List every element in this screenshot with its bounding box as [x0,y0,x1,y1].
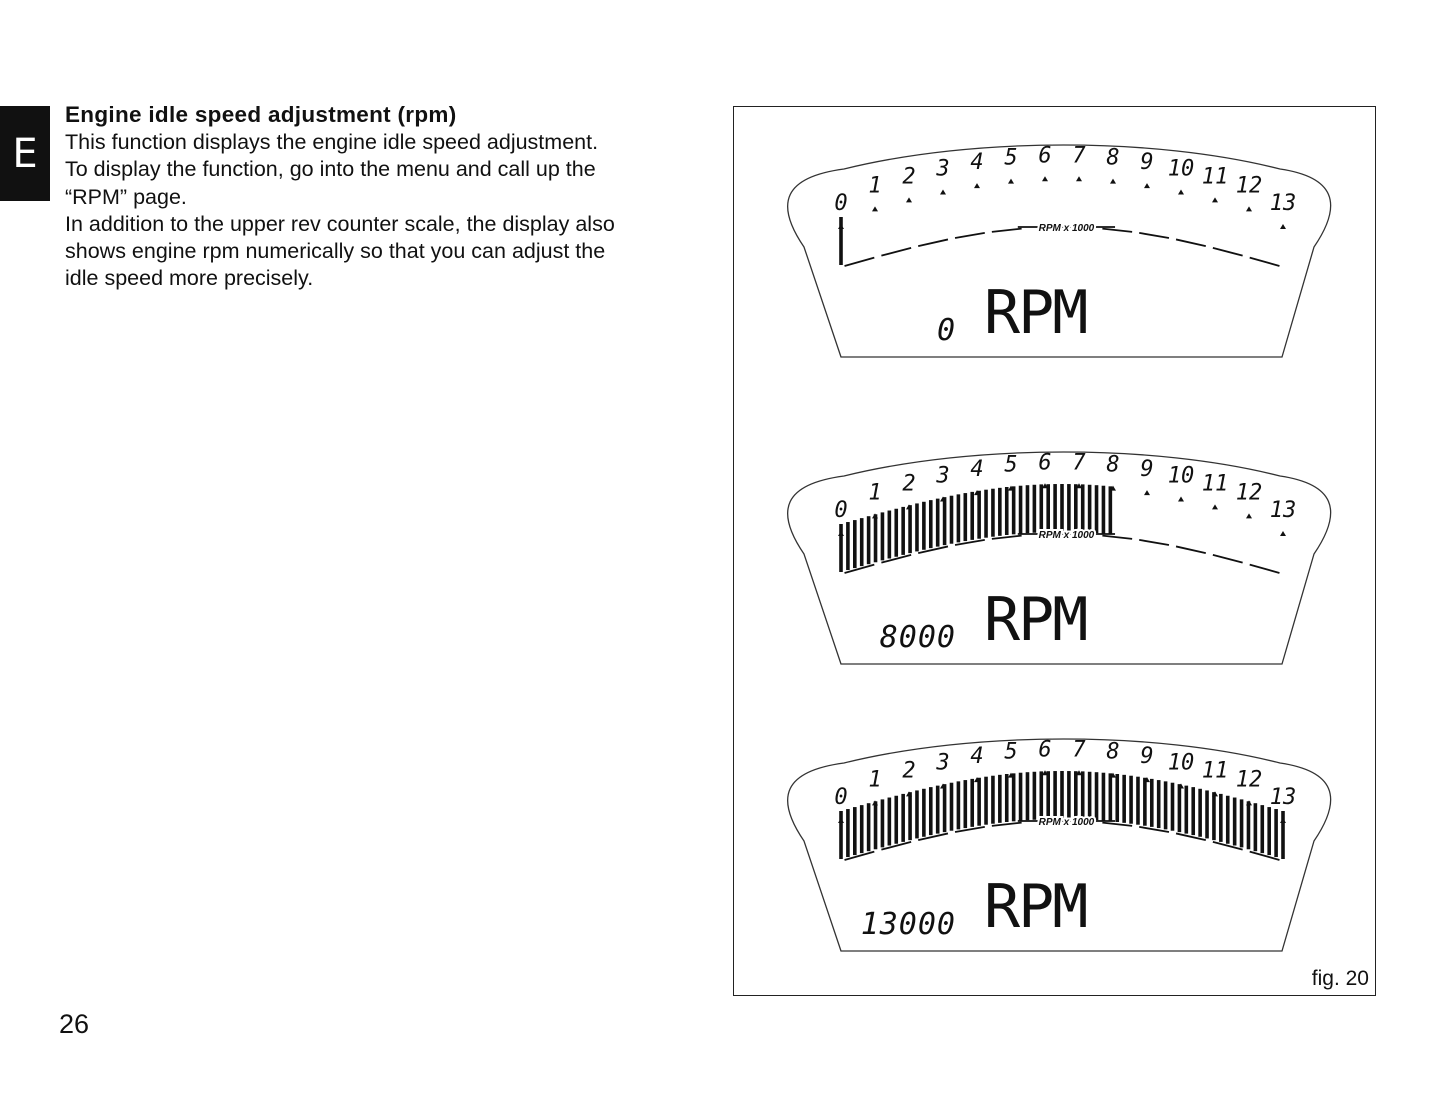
scale-tick [1246,513,1252,518]
scale-tick [906,197,912,202]
body-line: “RPM” page. [65,184,187,209]
scale-number: 9 [1140,744,1154,770]
scale-number: 6 [1038,450,1052,476]
scale-tick [1110,179,1116,184]
scale-tick [872,206,878,211]
rpm-unit: RPM [984,278,1087,348]
page-number: 26 [59,1009,90,1039]
scale-tick [1212,197,1218,202]
scale-dash [881,248,911,256]
scale-tick [1144,183,1150,188]
scale-caption: RPM x 1000 [1038,817,1095,828]
scale-dash [1139,233,1169,238]
scale-dash [992,229,1022,232]
scale-tick [838,224,844,229]
scale-dash [1102,536,1132,539]
scale-number: 9 [1140,457,1154,483]
scale-number: 4 [970,457,984,483]
scale-tick [838,818,844,823]
scale-tick [1280,818,1286,823]
language-letter: E [12,130,38,177]
scale-number: 0 [834,498,848,523]
scale-number: 7 [1072,450,1086,476]
scale-number: 1 [868,173,882,199]
scale-dash [845,258,875,266]
scale-number: 1 [868,480,882,506]
scale-tick [1144,490,1150,495]
scale-number: 0 [834,785,848,810]
scale-number: 6 [1038,143,1052,169]
scale-tick [838,531,844,536]
scale-number: 0 [834,191,848,216]
scale-number: 7 [1072,143,1086,169]
scale-dash [1102,823,1132,826]
scale-number: 11 [1201,758,1229,784]
scale-number: 12 [1235,480,1263,506]
scale-number: 12 [1235,173,1263,199]
scale-caption: RPM x 1000 [1038,223,1095,234]
scale-number: 1 [868,767,882,793]
scale-tick [1280,531,1286,536]
scale-number: 5 [1004,145,1018,171]
scale-number: 13 [1269,785,1297,810]
scale-number: 2 [902,164,916,190]
scale-number: 4 [970,744,984,770]
scale-tick [1076,176,1082,181]
scale-number: 7 [1072,737,1086,763]
scale-dash [1176,546,1206,553]
body-line: To display the function, go into the menu and call up the [65,157,596,182]
scale-caption: RPM x 1000 [1038,530,1095,541]
scale-dash [1102,229,1132,232]
scale-number: 6 [1038,737,1052,763]
body-line: shows engine rpm numerically so that you can adjust the [65,239,606,264]
scale-dash [992,823,1022,826]
rpm-value: 0 [936,313,956,348]
scale-dash [1213,555,1243,563]
rpm-display [788,737,1331,951]
scale-tick [1042,176,1048,181]
scale-number: 2 [902,471,916,497]
body-line: In addition to the upper rev counter scale, the display also [65,211,615,236]
text-column [65,101,705,293]
scale-number: 4 [970,150,984,176]
scale-number: 13 [1269,498,1297,523]
scale-number: 10 [1167,463,1195,489]
scale-tick [1178,189,1184,194]
body-line: idle speed more precisely. [65,266,314,291]
scale-number: 8 [1106,452,1120,478]
scale-dash [1213,248,1243,256]
scale-tick [1178,496,1184,501]
scale-number: 11 [1201,471,1229,497]
scale-number: 3 [936,156,950,182]
body-line: This function displays the engine idle speed adjustment. [65,130,599,154]
scale-tick [1246,206,1252,211]
scale-dash [992,536,1022,539]
scale-dash [955,233,985,238]
scale-number: 12 [1235,767,1263,793]
scale-number: 5 [1004,739,1018,765]
rpm-display [788,143,1331,357]
dashboard-illustration [734,107,1377,997]
scale-dash [1250,258,1280,266]
scale-dash [918,239,948,246]
scale-number: 9 [1140,150,1154,176]
scale-number: 10 [1167,156,1195,182]
scale-tick [1212,504,1218,509]
figure-label: fig. 20 [1311,967,1369,990]
rpm-unit: RPM [984,872,1087,942]
figure-box [733,106,1376,996]
scale-tick [940,189,946,194]
scale-number: 8 [1106,145,1120,171]
scale-number: 2 [902,758,916,784]
scale-tick [1280,224,1286,229]
scale-number: 3 [936,463,950,489]
rpm-display [788,450,1331,664]
scale-number: 11 [1201,164,1229,190]
scale-number: 13 [1269,191,1297,216]
language-tab [0,106,50,201]
scale-number: 5 [1004,452,1018,478]
scale-dash [1139,540,1169,545]
scale-number: 3 [936,750,950,776]
scale-dash [1176,239,1206,246]
rpm-value: 13000 [860,907,956,942]
rpm-unit: RPM [984,585,1087,655]
section-title: Engine idle speed adjustment (rpm) [65,102,457,127]
scale-number: 8 [1106,739,1120,765]
scale-number: 10 [1167,750,1195,776]
scale-tick [1008,179,1014,184]
rpm-value: 8000 [879,620,956,655]
scale-dash [1250,565,1280,573]
scale-tick [974,183,980,188]
